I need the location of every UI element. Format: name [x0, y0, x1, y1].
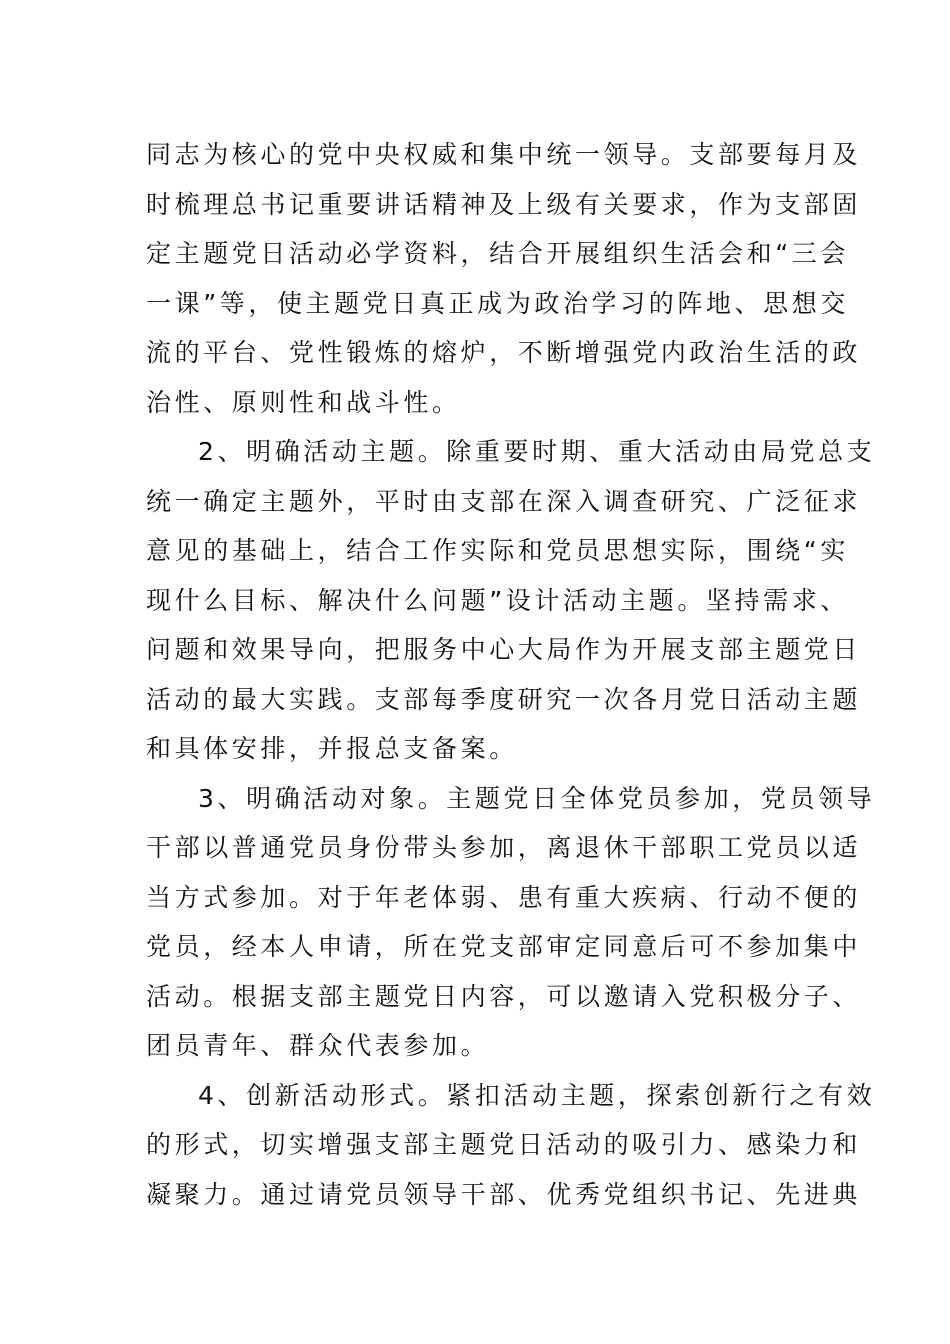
- text-line: 现什么目标、解决什么问题”设计活动主题。坚持需求、: [146, 585, 849, 615]
- text-line: 凝聚力。通过请党员领导干部、优秀党组织书记、先进典: [146, 1179, 862, 1209]
- text-line: 一课”等，使主题党日真正成为政治学习的阵地、思想交: [146, 288, 849, 318]
- text-line: 2、明确活动主题。除重要时期、重大活动由局党总支: [198, 437, 876, 466]
- paragraph-4: [146, 1071, 876, 1220]
- paragraph-3: [146, 774, 876, 1071]
- text-line: 党员，经本人申请，所在党支部审定同意后可不参加集中: [146, 932, 862, 961]
- text-line: 3、明确活动对象。主题党日全体党员参加，党员领导: [198, 783, 876, 813]
- text-line: 意见的基础上，结合工作实际和党员思想实际，围绕“实: [146, 536, 849, 565]
- text-line: 团员青年、群众代表参加。: [146, 1031, 490, 1060]
- text-line: 时梳理总书记重要讲话精神及上级有关要求，作为支部固: [146, 189, 862, 219]
- text-line: 问题和效果导向，把服务中心大局作为开展支部主题党日: [146, 635, 862, 664]
- paragraph-1: [146, 130, 862, 427]
- paragraph-2: [146, 427, 876, 774]
- text-line: 定主题党日活动必学资料，结合开展组织生活会和“三会: [146, 239, 849, 268]
- text-line: 同志为核心的党中央权威和集中统一领导。支部要每月及: [146, 140, 862, 169]
- text-line: 治性、原则性和战斗性。: [146, 387, 461, 417]
- document-body: [146, 130, 876, 1219]
- text-line: 统一确定主题外，平时由支部在深入调查研究、广泛征求: [146, 486, 862, 516]
- text-line: 当方式参加。对于年老体弱、患有重大疾病、行动不便的: [146, 882, 862, 912]
- text-line: 流的平台、党性锻炼的熔炉，不断增强党内政治生活的政: [146, 338, 862, 367]
- text-line: 活动的最大实践。支部每季度研究一次各月党日活动主题: [146, 684, 862, 714]
- text-line: 干部以普通党员身份带头参加，离退休干部职工党员以适: [146, 833, 862, 862]
- text-line: 的形式，切实增强支部主题党日活动的吸引力、感染力和: [146, 1130, 862, 1159]
- text-line: 4、创新活动形式。紧扣活动主题，探索创新行之有效: [198, 1080, 876, 1110]
- text-line: 和具体安排，并报总支备案。: [146, 734, 518, 763]
- text-line: 活动。根据支部主题党日内容，可以邀请入党积极分子、: [146, 981, 862, 1011]
